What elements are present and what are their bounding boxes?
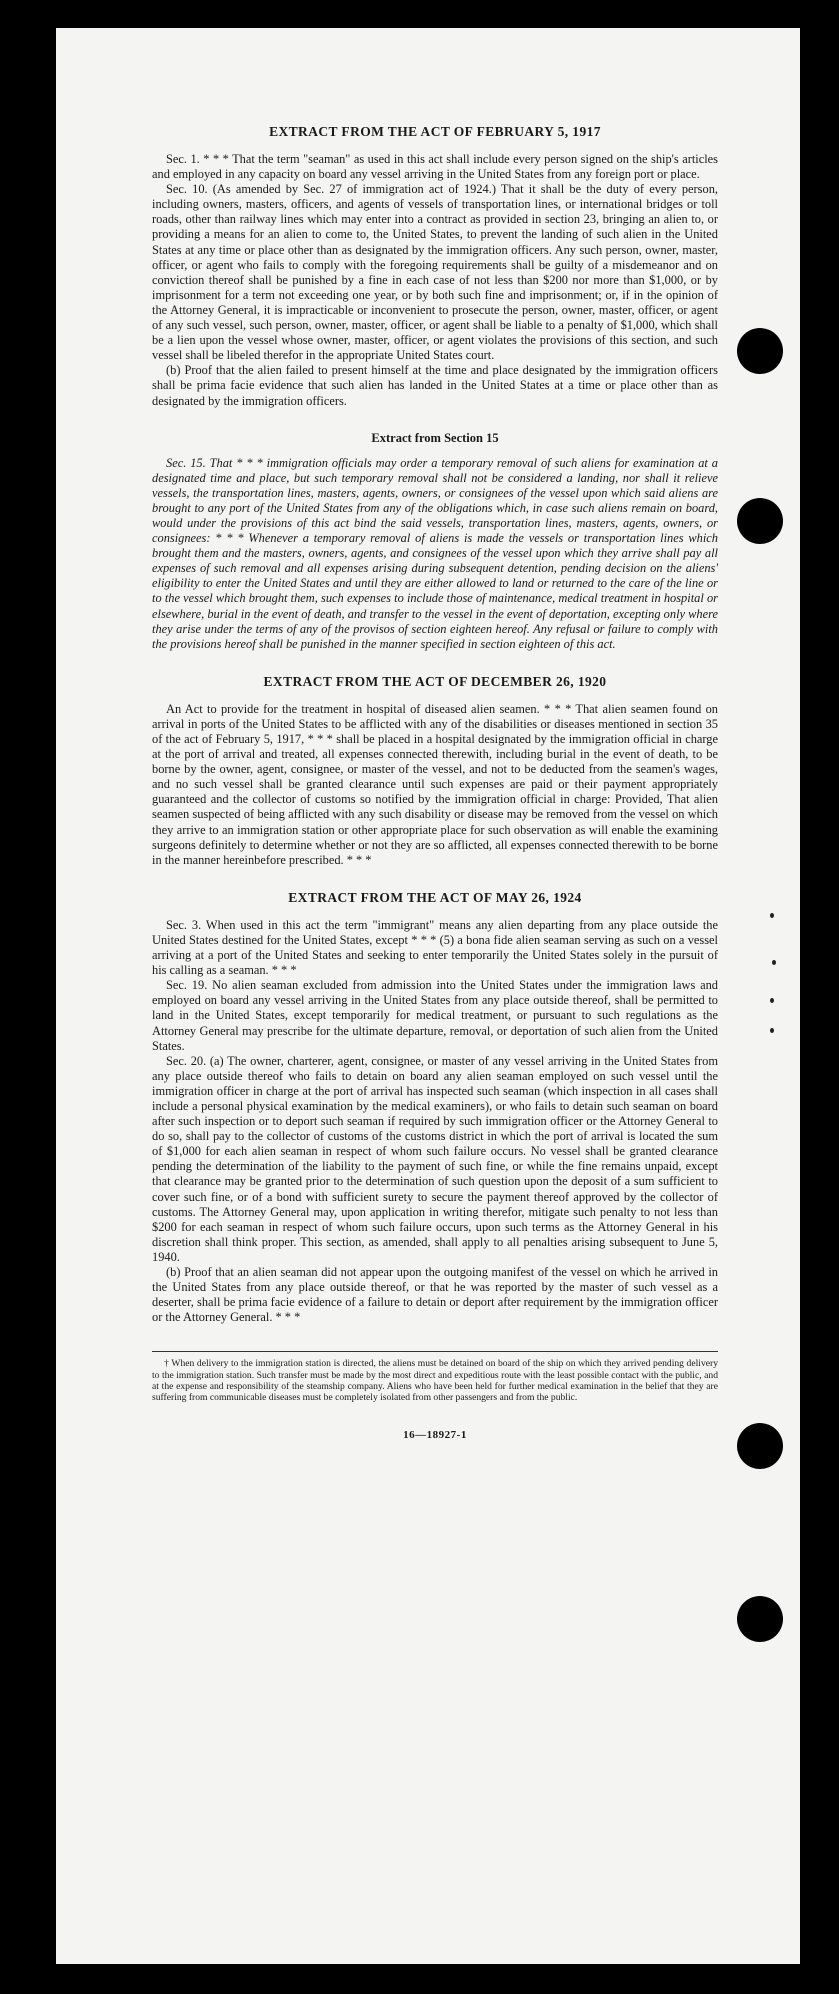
section-heading: EXTRACT FROM THE ACT OF FEBRUARY 5, 1917 — [269, 124, 601, 139]
paragraph: Sec. 19. No alien seaman excluded from admission into the United States under the immigration laws and employed on board any vessel arriving in the United States from any place outside thereof, shall be permitted to land in the United States, except temporarily for medical treatment, or pursuant to such regulations as the Attorney General may prescribe for the ultimate departure, removal, or deportation of such alien from the United States. — [152, 978, 718, 1053]
paragraph: Sec. 20. (a) The owner, charterer, agent, consignee, or master of any vessel arriving in the United States from any place outside thereof who fails to detain on board any alien seaman employed on such vessel until the immigration officer in charge at the port of arrival has inspected such seaman (which inspection in all cases shall include a personal physical examination by the medical examiners), or who fails to detain such seaman on board after such inspection or to deport such seaman if required by such immigration officer or the Attorney General to do so, shall pay to the collector of customs of the customs district in which the port of arrival is located the sum of $1,000 for each alien seaman in respect of whom such failure occurs. No vessel shall be granted clearance pending the determination of the liability to the payment of such fine, or while the fine remains unpaid, except that clearance may be granted prior to the determination of such question upon the deposit of a sum sufficient to cover such fine, or of a bond with sufficient surety to secure the payment thereof approved by the collector of customs. The Attorney General may, upon application in writing therefor, mitigate such penalty to not less than $200 for each seaman in respect of whom such failure occurs, upon such terms as the Attorney General in his discretion shall think proper. This section, as amended, shall apply to all penalties arising subsequent to June 5, 1940. — [152, 1053, 718, 1264]
section-act-1917 — [152, 124, 718, 409]
paragraph: Sec. 3. When used in this act the term "immigrant" means any alien departing from any place outside the United States destined for the United States, except * * * (5) a bona fide alien seaman serving as such on a vessel arriving at a port of the United States and seeking to enter temporarily the United States solely in the pursuit of his calling as a seaman. * * * — [152, 917, 718, 978]
document-body — [152, 124, 718, 1441]
speck-2 — [772, 960, 776, 965]
paragraph: Sec. 1. * * * That the term "seaman" as used in this act shall include every person signed on the ship's articles and employed in any capacity on board any vessel arriving in the United States from any foreign port or place. — [152, 152, 718, 182]
section-heading: EXTRACT FROM THE ACT OF DECEMBER 26, 1920 — [263, 673, 607, 689]
section-act-1924 — [152, 890, 718, 1326]
section-subheading: Extract from Section 15 — [371, 430, 499, 445]
paragraph: An Act to provide for the treatment in hospital of diseased alien seamen. * * * That alien seamen found on arrival in ports of the United States to be afflicted with any of the disabilities or diseases mentioned in section 35 of the act of February 5, 1917, * * * shall be placed in a hospital designated by the immigration official in charge at the port of arrival and treated, all expenses connected therewith, including burial in the event of death, to be borne by the owner, agent, consignee, or master of the vessel, and not to be deducted from the seamen's wages, and no such vessel shall be granted clearance until such expenses are paid or their payment appropriately guaranteed and the collector of customs so notified by the immigration official in charge: Provided, That alien seamen suspected of being afflicted with any such disability or disease may be removed from the vessel on which they arrive to an immigration station or other appropriate place for such observation as will enable the examining surgeons definitely to determine whether or not they are so afflicted, all expenses connected therewith to be borne in the manner hereinbefore prescribed. * * * — [152, 701, 718, 867]
footnote-divider — [152, 1351, 718, 1352]
document-page — [56, 28, 800, 1964]
paragraph: (b) Proof that an alien seaman did not appear upon the outgoing manifest of the vessel on which he arrived in the United States from any place outside thereof, or that he was reported by the master of such vessel as a deserter, shall be prima facie evidence of a failure to detain or deport after requirement by the immigration officer or the Attorney General. * * * — [152, 1265, 718, 1325]
section-act-1920 — [152, 674, 718, 868]
page-code: 16—18927-1 — [403, 1429, 467, 1442]
punch-hole-3 — [737, 1423, 783, 1469]
paragraph: (b) Proof that the alien failed to present himself at the time and place designated by the immigration officers shall be prima facie evidence that such alien has landed in the United States at a time or place other than as designated by the immigration officers. — [152, 363, 718, 408]
section-heading: EXTRACT FROM THE ACT OF MAY 26, 1924 — [288, 889, 582, 905]
paragraph: Sec. 10. (As amended by Sec. 27 of immigration act of 1924.) That it shall be the duty of every person, including owners, masters, officers, and agents of vessels of transportation lines, or international bridges or toll roads, other than railway lines which may enter into a contract as provided in section 23, bringing an alien to, or providing a means for an alien to come to, the United States, to prevent the landing of such alien in the United States at any time or place other than as designated by the immigration officers. Any such person, owner, master, officer, or agent who fails to comply with the foregoing requirements shall be guilty of a misdemeanor and on conviction thereof shall be punished by a fine in each case of not less than $200 nor more than $1,000, or by imprisonment for a term not exceeding one year, or by both such fine and imprisonment; or, if in the opinion of the Attorney General, it is impracticable or inconvenient to prosecute the person, owner, master, officer, or agent of any such vessel, such person, owner, master, officer, or agent shall be liable to a penalty of $1,000, which shall be a lien upon the vessel whose owner, master, officer, or agent violates the provisions of this section, and such vessel shall be libeled therefor in the appropriate United States court. — [152, 182, 718, 363]
speck-4 — [770, 1028, 774, 1033]
punch-hole-1 — [737, 328, 783, 374]
speck-3 — [770, 998, 774, 1003]
section-extract-15 — [152, 431, 718, 652]
punch-hole-2 — [737, 498, 783, 544]
speck-1 — [770, 913, 774, 918]
paragraph: Sec. 15. That * * * immigration officials may order a temporary removal of such aliens for examination at a designated time and place, but such temporary removal shall not be considered a landing, nor shall it relieve vessels, the transportation lines, masters, agents, owners, or consignees of the vessel upon which said aliens are brought to any port of the United States from any of the obligations which, in case such aliens remain on board, would under the provisions of this act bind the said vessels, transportation lines, masters, agents, owners, or consignees: * * * Whenever a temporary removal of aliens is made the vessels or transportation lines which brought them and the masters, owners, agents, and consignees of the vessel upon which they arrive shall pay all expenses of such removal and all expenses arising during subsequent detention, pending decision on the aliens' eligibility to enter the United States and until they are either allowed to land or returned to the care of the line or to the vessel which brought them, such expenses to include those of maintenance, medical treatment in hospital or elsewhere, burial in the event of death, and transfer to the vessel in the event of deportation, excepting only where they arise under the terms of any of the provisos of section eighteen hereof. Any refusal or failure to comply with the provisions hereof shall be punished in the manner specified in section eighteen of this act. — [152, 455, 718, 651]
punch-hole-4 — [737, 1596, 783, 1642]
footnote: † When delivery to the immigration station is directed, the aliens must be detained on board of the ship on which they arrived pending delivery to the immigration station. Such transfer must be made by the most direct and expeditious route with the least possible contact with the public, and at the expense and responsibility of the steamship company. Aliens who have been held for further medical examination in the belief that they are suffering from communicable diseases must be completely isolated from other passengers and from the public. — [152, 1358, 718, 1403]
